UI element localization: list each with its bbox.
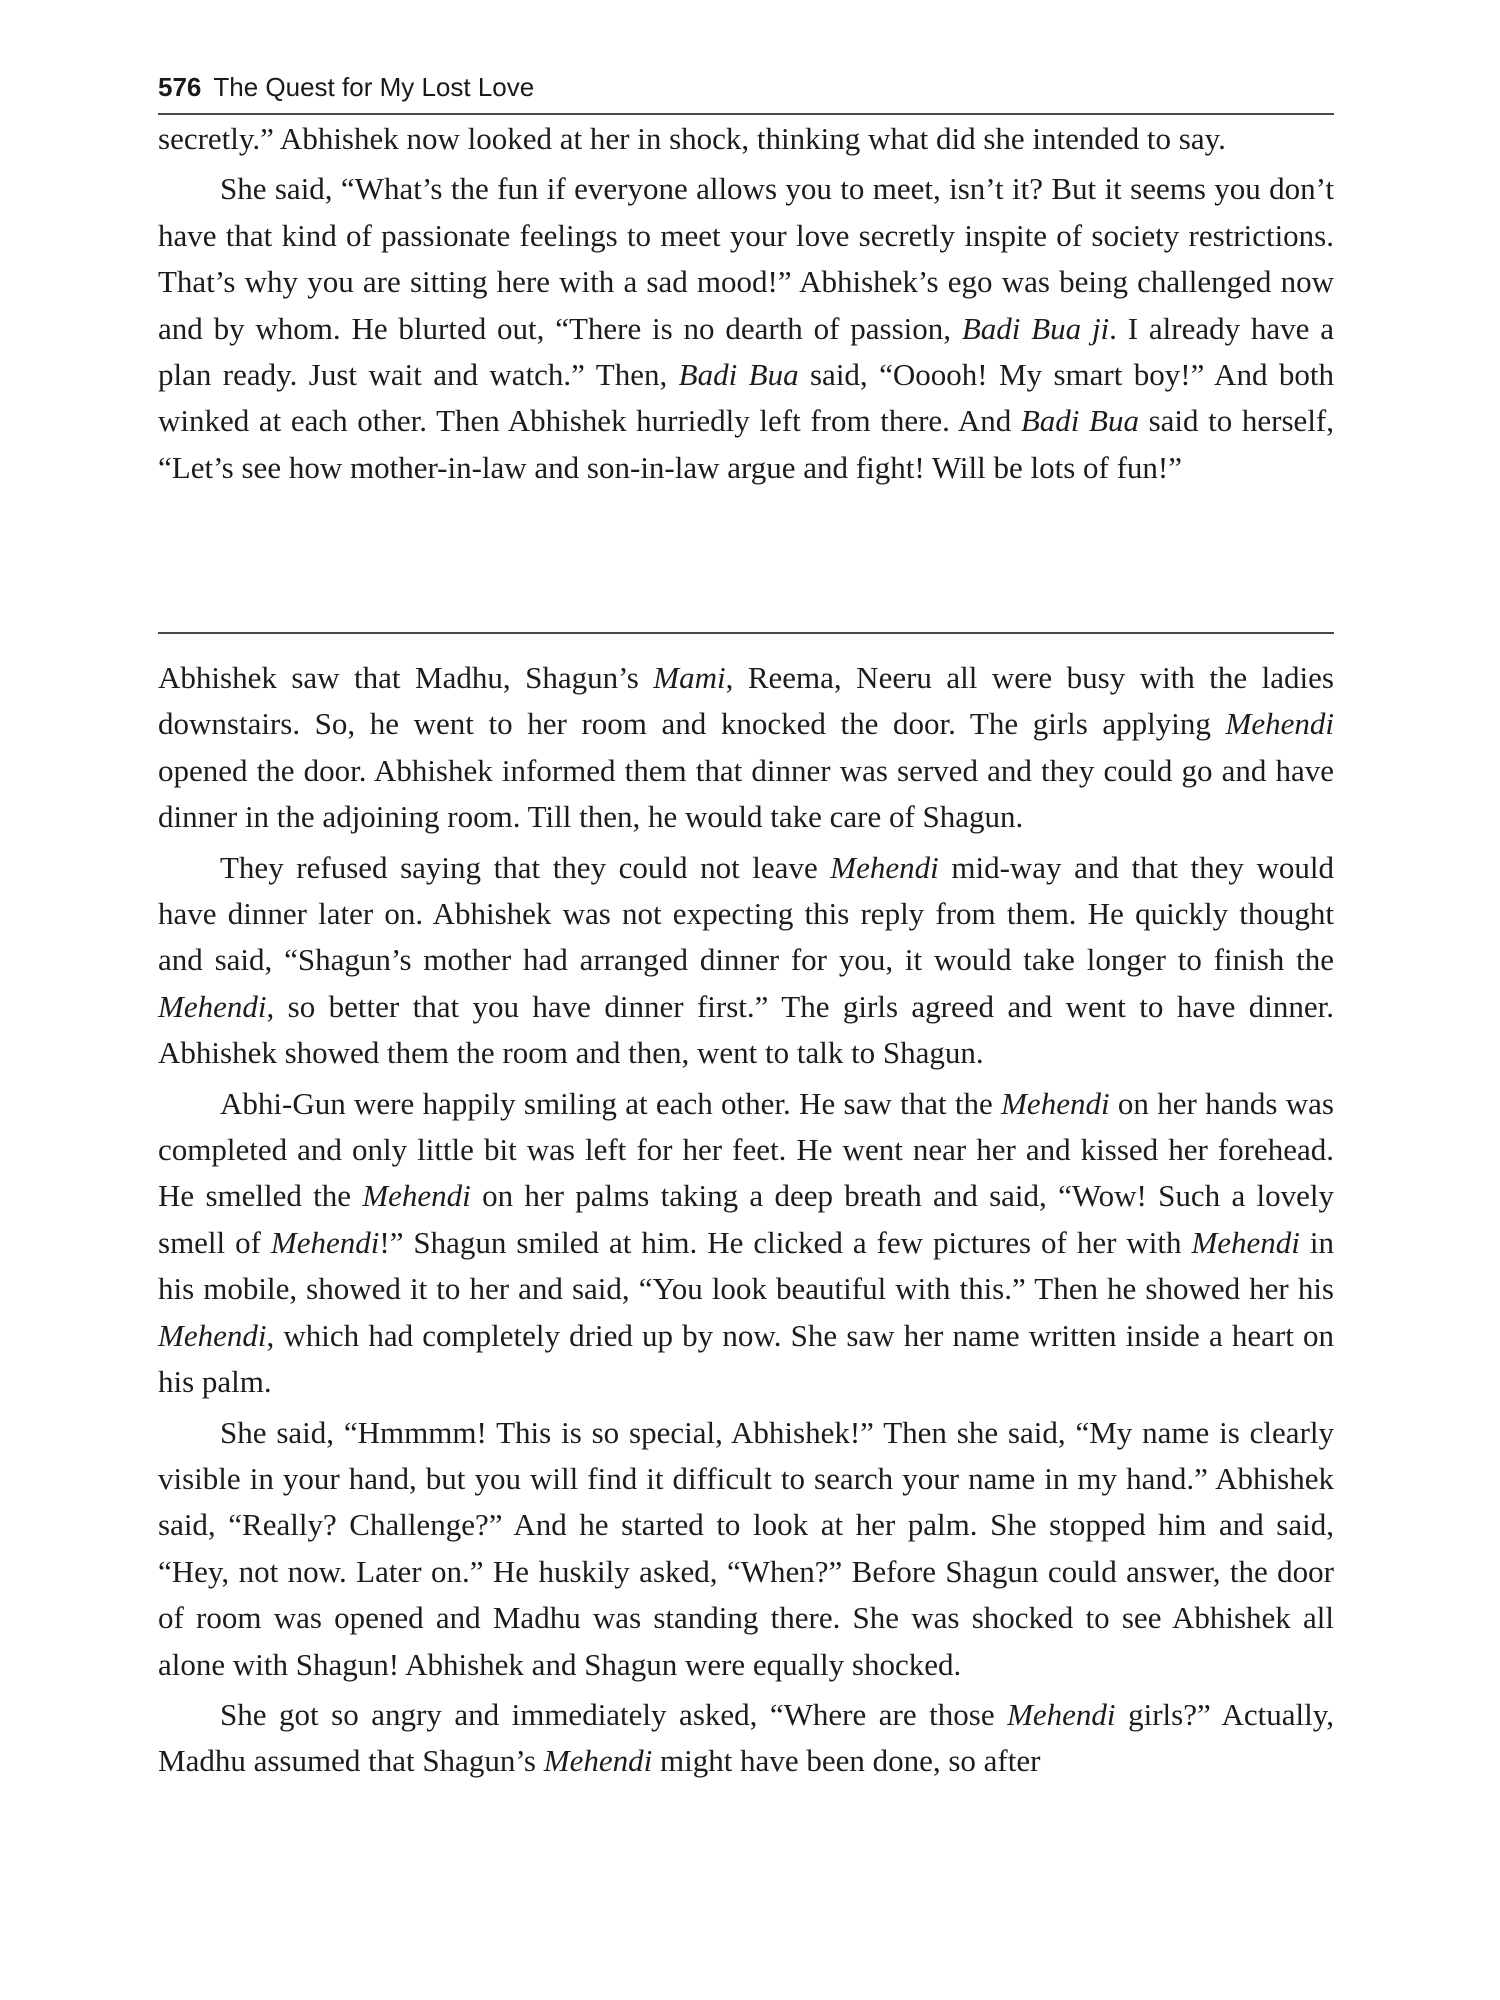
paragraph-7: She got so angry and immediately asked, “Where are those Mehendi girls?” Actually, Madhu assumed that Shagun’s Mehendi might have been done, so after [158,1696,1334,1779]
section-one [158,116,1334,495]
paragraph-5: Abhi-Gun were happily smiling at each other. He saw that the Mehendi on her hands was completed and only little bit was left for her feet. He went near her and kissed her forehead. He smelled the Mehendi on her palms taking a deep breath and said, “Wow! Such a lovely smell of Mehendi!” Shagun smiled at him. He clicked a few pictures of her with Mehendi in his mobile, showed it to her and said, “You look beautiful with this.” Then he showed her his Mehendi, which had completely dried up by now. She saw her name written inside a heart on his palm. [158,1085,1334,1400]
section-divider [158,632,1334,634]
paragraph-1: secretly.” Abhishek now looked at her in shock, thinking what did she intended to say. [158,121,1226,156]
running-header [158,72,1334,103]
header-rule [158,113,1334,115]
paragraph-4: They refused saying that they could not leave Mehendi mid-way and that they would have dinner later on. Abhishek was not expecting this reply from them. He quickly thought and said, “Shagun’s mother had arranged dinner for you, it would take longer to finish the Mehendi, so better that you have dinner first.” The girls agreed and went to have dinner. Abhishek showed them the room and then, went to talk to Shagun. [158,849,1335,1071]
paragraph-6: She said, “Hmmmm! This is so special, Abhishek!” Then she said, “My name is clearly visible in your hand, but you will find it difficult to search your name in my hand.” Abhishek said, “Really? Challenge?” And he started to look at her palm. She stopped him and said, “Hey, not now. Later on.” He huskily asked, “When?” Before Shagun could answer, the door of room was opened and Madhu was standing there. She was shocked to see Abhishek all alone with Shagun! Abhishek and Shagun were equally shocked. [158,1414,1334,1682]
book-title: The Quest for My Lost Love [213,72,535,102]
book-page [158,0,1334,2000]
paragraph-2: She said, “What’s the fun if everyone allows you to meet, isn’t it? But it seems you don’t have that kind of passionate feelings to meet your love secretly inspite of society restrictions. That’s why you are sitting here with a sad mood!” Abhishek’s ego was being challenged now and by whom. He blurted out, “There is no dearth of passion, Badi Bua ji. I already have a plan ready. Just wait and watch.” Then, Badi Bua said, “Ooooh! My smart boy!” And both winked at each other. Then Abhishek hurriedly left from there. And Badi Bua said to herself, “Let’s see how mother-in-law and son-in-law argue and fight! Will be lots of fun!” [158,171,1334,485]
paragraph-3: Abhishek saw that Madhu, Shagun’s Mami, Reema, Neeru all were busy with the ladies downstairs. So, he went to her room and knocked the door. The girls applying Mehendi opened the door. Abhishek informed them that dinner was served and they could go and have dinner in the adjoining room. Till then, he would take care of Shagun. [158,660,1334,835]
page-number: 576 [158,72,202,102]
section-two [158,655,1334,1789]
